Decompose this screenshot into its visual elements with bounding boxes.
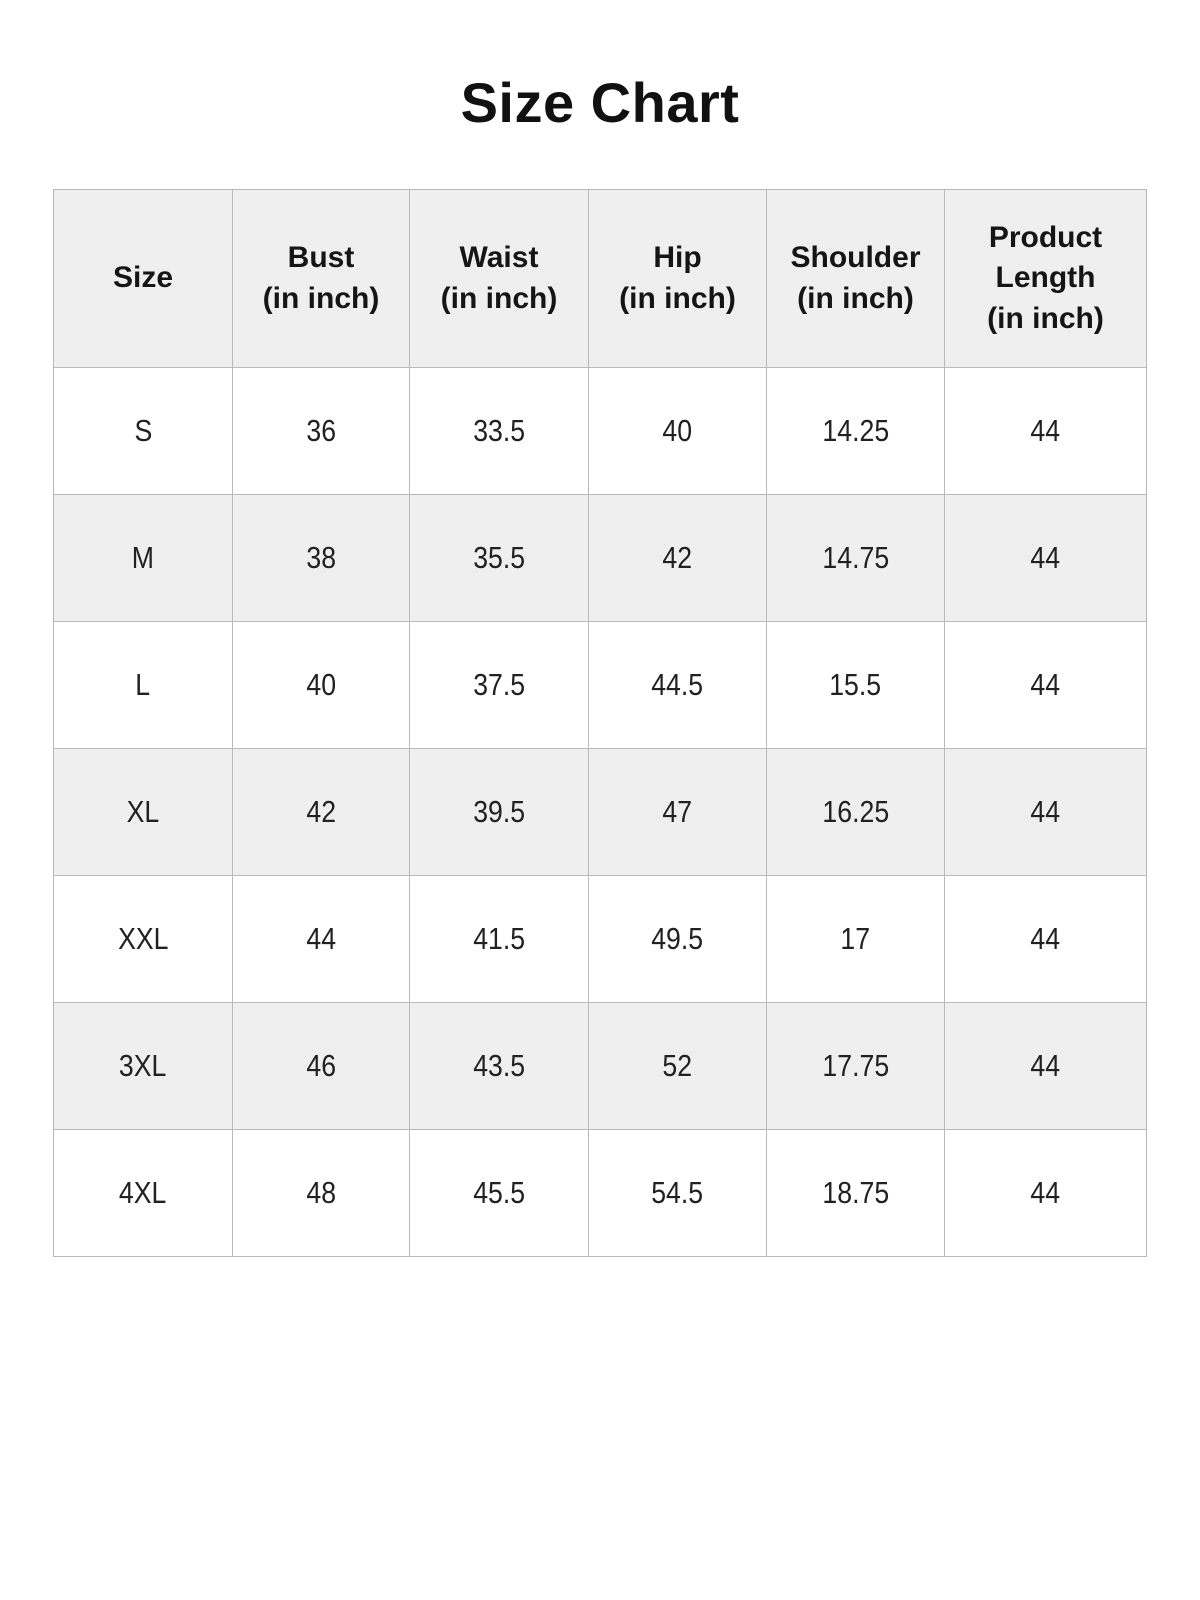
product-length-value: 44 <box>1030 794 1061 829</box>
table-cell <box>54 495 233 622</box>
column-header-label: Product Length <box>988 220 1103 295</box>
product-length-value: 44 <box>1030 1175 1061 1210</box>
size-value: L <box>135 667 151 702</box>
table-cell <box>233 1130 410 1257</box>
hip-value: 44.5 <box>651 667 704 702</box>
waist-value: 41.5 <box>473 921 525 956</box>
table-cell <box>945 368 1147 495</box>
table-cell <box>767 1003 945 1130</box>
table-cell <box>767 495 945 622</box>
table-cell <box>54 876 233 1003</box>
table-cell <box>589 622 767 749</box>
table-cell <box>410 368 589 495</box>
product-length-value: 44 <box>1030 413 1061 448</box>
table-row-s <box>54 368 1147 495</box>
table-cell <box>410 1130 589 1257</box>
shoulder-value: 14.25 <box>822 413 889 448</box>
table-cell <box>767 749 945 876</box>
size-chart-table <box>53 189 1147 1257</box>
table-cell <box>945 495 1147 622</box>
table-row-xl <box>54 749 1147 876</box>
waist-value: 39.5 <box>473 794 525 829</box>
column-header-waist <box>410 190 589 368</box>
waist-value: 37.5 <box>473 667 525 702</box>
table-cell <box>767 622 945 749</box>
waist-value: 45.5 <box>473 1175 525 1210</box>
column-header-hip <box>589 190 767 368</box>
waist-value: 43.5 <box>473 1048 525 1083</box>
table-cell <box>233 1003 410 1130</box>
size-value: 3XL <box>119 1048 167 1083</box>
column-header-unit: (in inch) <box>262 281 380 315</box>
column-header-product-length <box>945 190 1147 368</box>
shoulder-value: 17.75 <box>822 1048 889 1083</box>
table-cell <box>945 749 1147 876</box>
column-header-unit: (in inch) <box>619 281 736 315</box>
bust-value: 40 <box>306 667 336 702</box>
table-row-m <box>54 495 1147 622</box>
column-header-unit: (in inch) <box>987 301 1104 335</box>
hip-value: 47 <box>662 794 693 829</box>
table-cell <box>54 1130 233 1257</box>
shoulder-value: 16.25 <box>822 794 889 829</box>
shoulder-value: 17 <box>840 921 871 956</box>
table-cell <box>233 876 410 1003</box>
shoulder-value: 15.5 <box>829 667 882 702</box>
table-cell <box>945 1130 1147 1257</box>
table-cell <box>767 368 945 495</box>
table-cell <box>767 1130 945 1257</box>
column-header-bust <box>233 190 410 368</box>
size-value: XXL <box>117 921 169 956</box>
bust-value: 44 <box>306 921 336 956</box>
bust-value: 46 <box>306 1048 336 1083</box>
table-cell <box>54 622 233 749</box>
table-cell <box>945 876 1147 1003</box>
table-row-3xl <box>54 1003 1147 1130</box>
product-length-value: 44 <box>1030 540 1061 575</box>
column-header-shoulder <box>767 190 945 368</box>
table-cell <box>767 876 945 1003</box>
table-cell <box>589 749 767 876</box>
column-header-label: Waist <box>459 241 539 274</box>
hip-value: 49.5 <box>651 921 704 956</box>
table-cell <box>233 622 410 749</box>
column-header-label: Shoulder <box>790 241 921 274</box>
table-cell <box>410 749 589 876</box>
hip-value: 40 <box>662 413 693 448</box>
table-cell <box>54 749 233 876</box>
bust-value: 36 <box>306 413 336 448</box>
product-length-value: 44 <box>1030 1048 1061 1083</box>
table-cell <box>945 1003 1147 1130</box>
shoulder-value: 14.75 <box>822 540 889 575</box>
table-cell <box>589 495 767 622</box>
column-header-unit: (in inch) <box>440 281 558 315</box>
column-header-unit: (in inch) <box>797 281 914 315</box>
bust-value: 48 <box>306 1175 336 1210</box>
size-value: XL <box>126 794 160 829</box>
table-cell <box>589 1003 767 1130</box>
size-value: M <box>131 540 155 575</box>
table-cell <box>410 876 589 1003</box>
table-cell <box>233 749 410 876</box>
table-cell <box>945 622 1147 749</box>
header-row <box>54 190 1147 368</box>
table-cell <box>589 368 767 495</box>
column-header-label: Bust <box>287 241 355 274</box>
product-length-value: 44 <box>1030 667 1061 702</box>
page-title: Size Chart <box>460 71 740 134</box>
hip-value: 54.5 <box>651 1175 704 1210</box>
bust-value: 38 <box>306 540 336 575</box>
product-length-value: 44 <box>1030 921 1061 956</box>
column-header-size <box>54 190 233 368</box>
table-cell <box>410 1003 589 1130</box>
table-cell <box>233 368 410 495</box>
table-cell <box>410 495 589 622</box>
column-header-label: Size <box>112 261 174 295</box>
waist-value: 33.5 <box>473 413 525 448</box>
bust-value: 42 <box>306 794 336 829</box>
table-cell <box>54 1003 233 1130</box>
table-cell <box>233 495 410 622</box>
table-cell <box>410 622 589 749</box>
size-value: S <box>134 413 152 448</box>
hip-value: 52 <box>662 1048 693 1083</box>
hip-value: 42 <box>662 540 693 575</box>
table-cell <box>54 368 233 495</box>
size-value: 4XL <box>119 1175 167 1210</box>
table-cell <box>589 1130 767 1257</box>
table-cell <box>589 876 767 1003</box>
waist-value: 35.5 <box>473 540 525 575</box>
table-row-l <box>54 622 1147 749</box>
table-row-4xl <box>54 1130 1147 1257</box>
table-row-xxl <box>54 876 1147 1003</box>
shoulder-value: 18.75 <box>822 1175 889 1210</box>
column-header-label: Hip <box>653 241 702 274</box>
